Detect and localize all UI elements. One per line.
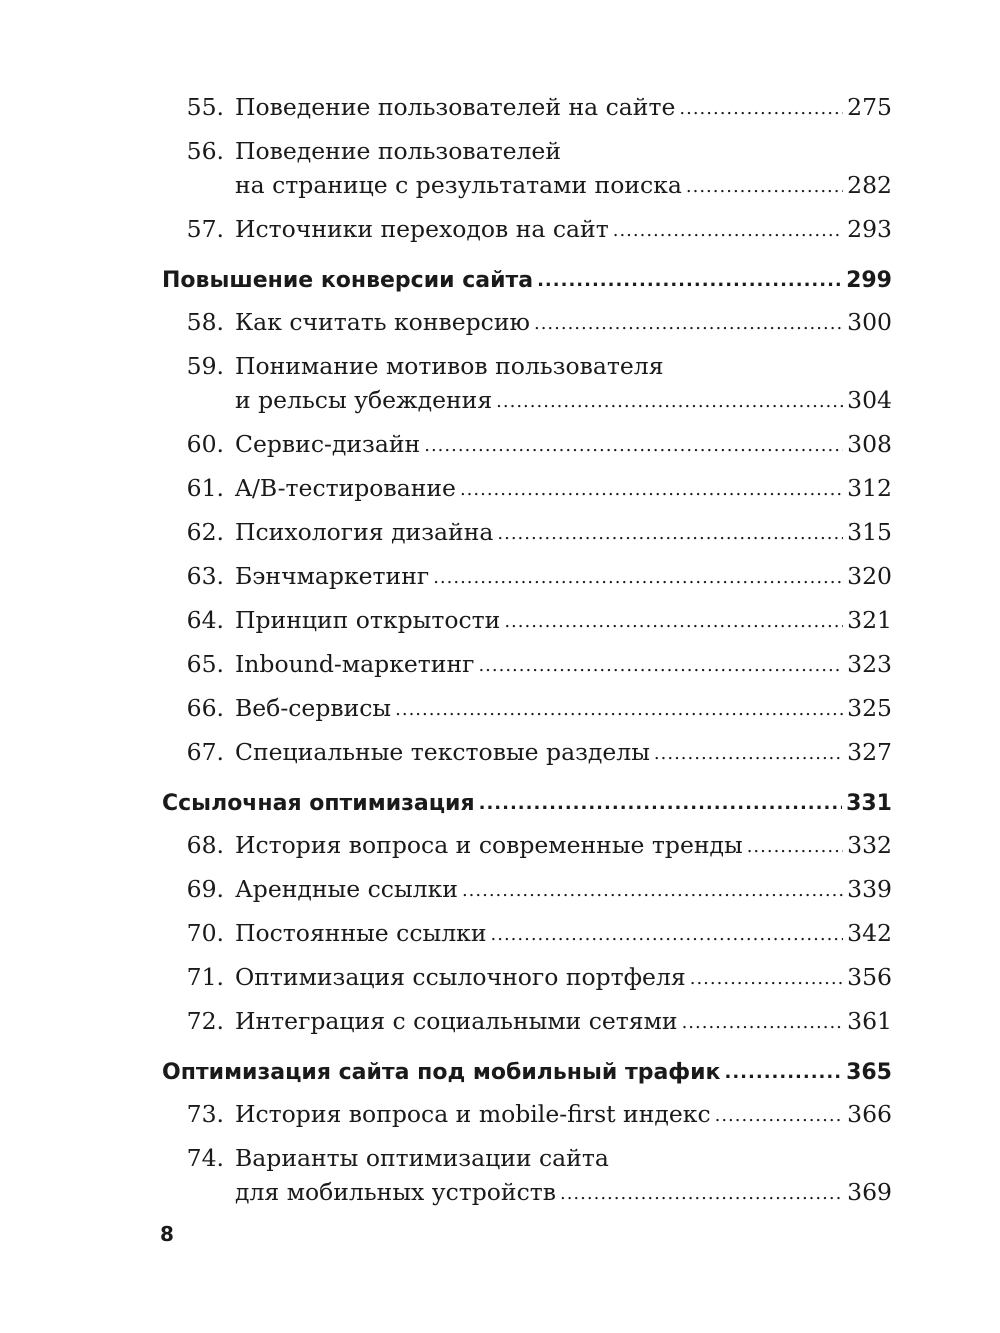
toc-line bbox=[235, 647, 892, 684]
item-number: 65. bbox=[186, 650, 224, 678]
toc-line bbox=[235, 349, 892, 383]
dot-leader bbox=[747, 827, 843, 864]
toc-line bbox=[162, 264, 892, 299]
toc-line bbox=[235, 90, 892, 127]
item-title: Оптимизация ссылочного портфеля bbox=[235, 963, 686, 991]
toc-item bbox=[162, 872, 892, 909]
toc-line bbox=[235, 1141, 892, 1175]
toc-item bbox=[162, 515, 892, 552]
item-page: 275 bbox=[847, 93, 892, 121]
toc-item bbox=[162, 735, 892, 772]
toc-line bbox=[235, 872, 892, 909]
item-title: A/B-тестирование bbox=[235, 474, 456, 502]
item-number: 59. bbox=[186, 352, 224, 380]
item-title: История вопроса и современные тренды bbox=[235, 831, 743, 859]
item-title: Сервис-дизайн bbox=[235, 430, 421, 458]
dot-leader bbox=[496, 382, 843, 419]
item-title: Веб-сервисы bbox=[235, 694, 392, 722]
toc-line bbox=[235, 735, 892, 772]
toc-section bbox=[162, 787, 892, 822]
item-number: 55. bbox=[186, 93, 224, 121]
item-page: 315 bbox=[847, 518, 892, 546]
item-number: 70. bbox=[186, 919, 224, 947]
toc-line bbox=[235, 212, 892, 249]
item-page: 356 bbox=[847, 963, 892, 991]
toc-line bbox=[235, 471, 892, 508]
section-page: 299 bbox=[846, 268, 892, 293]
item-title: Понимание мотивов пользователя bbox=[235, 352, 664, 380]
toc-line bbox=[235, 691, 892, 728]
toc-item bbox=[162, 691, 892, 728]
item-number: 60. bbox=[186, 430, 224, 458]
item-title: Психология дизайна bbox=[235, 518, 494, 546]
item-number: 69. bbox=[186, 875, 224, 903]
item-number: 57. bbox=[186, 215, 224, 243]
section-title: Оптимизация сайта под мобильный трафик bbox=[162, 1060, 721, 1085]
item-title: Арендные ссылки bbox=[235, 875, 458, 903]
toc-item bbox=[162, 559, 892, 596]
dot-leader bbox=[462, 871, 843, 908]
toc-line bbox=[235, 168, 892, 205]
section-page: 331 bbox=[846, 791, 892, 816]
item-page: 300 bbox=[847, 308, 892, 336]
toc-item bbox=[162, 427, 892, 464]
section-page: 365 bbox=[846, 1060, 892, 1085]
item-page: 312 bbox=[847, 474, 892, 502]
item-page: 321 bbox=[847, 606, 892, 634]
toc-line bbox=[162, 787, 892, 822]
item-page: 282 bbox=[847, 171, 892, 199]
toc-item bbox=[162, 305, 892, 342]
dot-leader bbox=[504, 602, 843, 639]
item-page: 327 bbox=[847, 738, 892, 766]
item-title: на странице с результатами поиска bbox=[235, 171, 682, 199]
toc-section bbox=[162, 264, 892, 299]
toc-item bbox=[162, 1097, 892, 1134]
item-page: 339 bbox=[847, 875, 892, 903]
dot-leader bbox=[537, 263, 842, 298]
dot-leader bbox=[679, 89, 843, 126]
item-page: 323 bbox=[847, 650, 892, 678]
toc-line bbox=[235, 603, 892, 640]
item-number: 61. bbox=[186, 474, 224, 502]
toc-line bbox=[235, 1175, 892, 1212]
dot-leader bbox=[682, 1003, 844, 1040]
item-title: Бэнчмаркетинг bbox=[235, 562, 430, 590]
toc-item bbox=[162, 471, 892, 508]
item-page: 366 bbox=[847, 1100, 892, 1128]
dot-leader bbox=[560, 1174, 843, 1211]
item-title: для мобильных устройств bbox=[235, 1178, 556, 1206]
toc-line bbox=[235, 828, 892, 865]
toc-line bbox=[235, 1097, 892, 1134]
item-title: Принцип открытости bbox=[235, 606, 501, 634]
dot-leader bbox=[725, 1055, 843, 1090]
toc-line bbox=[235, 515, 892, 552]
toc-item bbox=[162, 212, 892, 249]
section-title: Повышение конверсии сайта bbox=[162, 268, 534, 293]
toc-item bbox=[162, 647, 892, 684]
toc-item bbox=[162, 90, 892, 127]
table-of-contents bbox=[162, 90, 892, 1219]
toc-item bbox=[162, 828, 892, 865]
toc-item bbox=[162, 349, 892, 420]
dot-leader bbox=[686, 167, 843, 204]
dot-leader bbox=[433, 558, 843, 595]
item-page: 308 bbox=[847, 430, 892, 458]
dot-leader bbox=[690, 959, 843, 996]
item-page: 332 bbox=[847, 831, 892, 859]
toc-line bbox=[235, 1004, 892, 1041]
toc-line bbox=[235, 383, 892, 420]
toc-line bbox=[235, 559, 892, 596]
item-title: Варианты оптимизации сайта bbox=[235, 1144, 609, 1172]
item-number: 66. bbox=[186, 694, 224, 722]
dot-leader bbox=[534, 304, 843, 341]
item-title: Интеграция с социальными сетями bbox=[235, 1007, 678, 1035]
item-number: 67. bbox=[186, 738, 224, 766]
item-number: 71. bbox=[186, 963, 224, 991]
dot-leader bbox=[478, 646, 843, 683]
dot-leader bbox=[460, 470, 843, 507]
page-number: 8 bbox=[160, 1222, 174, 1246]
toc-item bbox=[162, 134, 892, 205]
item-page: 293 bbox=[847, 215, 892, 243]
item-title: Специальные текстовые разделы bbox=[235, 738, 650, 766]
item-title: Источники переходов на сайт bbox=[235, 215, 609, 243]
item-page: 361 bbox=[847, 1007, 892, 1035]
dot-leader bbox=[654, 734, 843, 771]
dot-leader bbox=[424, 426, 843, 463]
item-number: 58. bbox=[186, 308, 224, 336]
item-title: Inbound-маркетинг bbox=[235, 650, 475, 678]
item-page: 320 bbox=[847, 562, 892, 590]
toc-item bbox=[162, 960, 892, 997]
item-number: 62. bbox=[186, 518, 224, 546]
item-title: Поведение пользователей bbox=[235, 137, 562, 165]
dot-leader bbox=[491, 915, 844, 952]
item-number: 73. bbox=[186, 1100, 224, 1128]
toc-item bbox=[162, 1004, 892, 1041]
toc-item bbox=[162, 1141, 892, 1212]
item-title: Постоянные ссылки bbox=[235, 919, 487, 947]
toc-line bbox=[235, 916, 892, 953]
toc-line bbox=[235, 960, 892, 997]
item-number: 68. bbox=[186, 831, 224, 859]
item-page: 342 bbox=[847, 919, 892, 947]
dot-leader bbox=[613, 211, 843, 248]
item-number: 64. bbox=[186, 606, 224, 634]
dot-leader bbox=[715, 1096, 844, 1133]
item-number: 56. bbox=[186, 137, 224, 165]
item-title: Как считать конверсию bbox=[235, 308, 530, 336]
item-page: 304 bbox=[847, 386, 892, 414]
item-title: История вопроса и mobile-first индекс bbox=[235, 1100, 711, 1128]
dot-leader bbox=[497, 514, 843, 551]
toc-line bbox=[235, 305, 892, 342]
toc-line bbox=[235, 427, 892, 464]
item-page: 369 bbox=[847, 1178, 892, 1206]
toc-line bbox=[235, 134, 892, 168]
toc-item bbox=[162, 603, 892, 640]
item-number: 72. bbox=[186, 1007, 224, 1035]
toc-item bbox=[162, 916, 892, 953]
item-title: и рельсы убеждения bbox=[235, 386, 493, 414]
section-title: Ссылочная оптимизация bbox=[162, 791, 475, 816]
item-title: Поведение пользователей на сайте bbox=[235, 93, 676, 121]
toc-line bbox=[162, 1056, 892, 1091]
item-number: 63. bbox=[186, 562, 224, 590]
item-number: 74. bbox=[186, 1144, 224, 1172]
dot-leader bbox=[479, 786, 842, 821]
dot-leader bbox=[395, 690, 843, 727]
toc-section bbox=[162, 1056, 892, 1091]
item-page: 325 bbox=[847, 694, 892, 722]
